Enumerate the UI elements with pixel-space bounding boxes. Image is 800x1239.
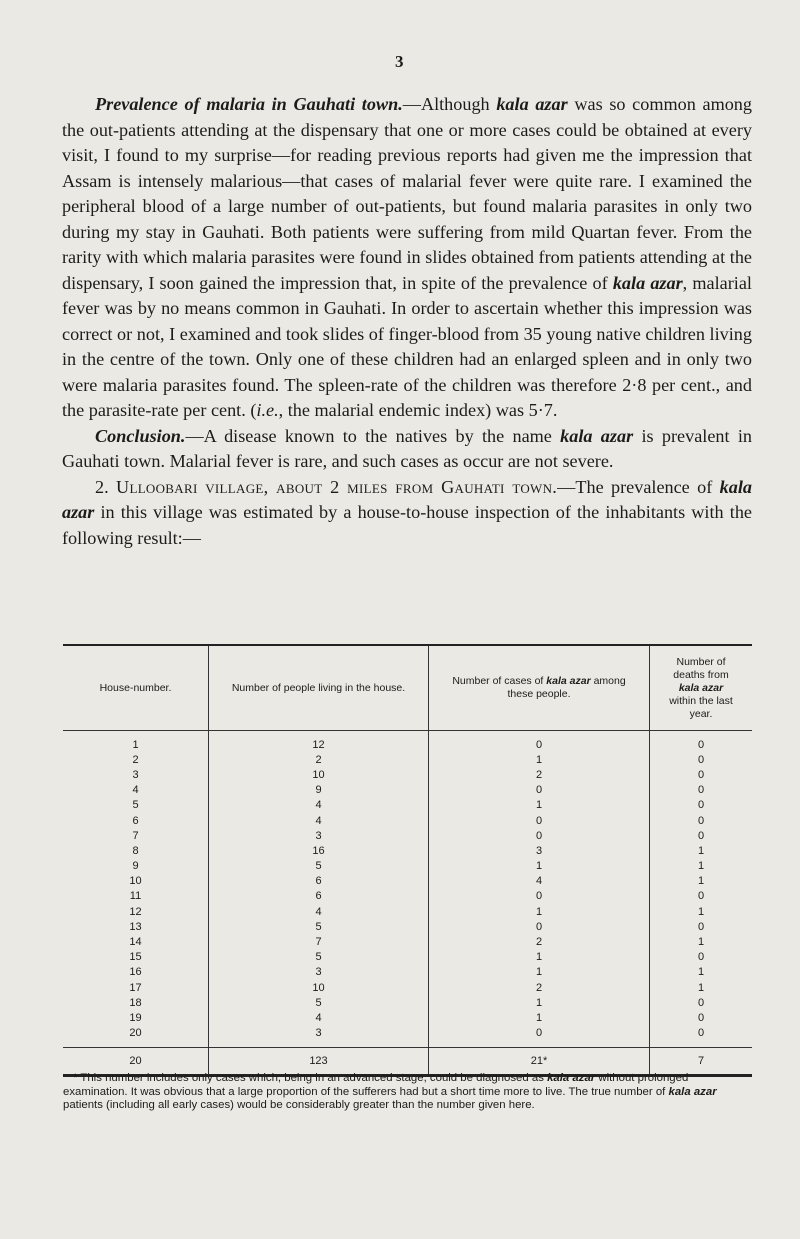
table-row: [63, 950, 752, 965]
table-row: [63, 783, 752, 798]
term-kala-azar: kala azar: [547, 1072, 596, 1084]
text-run: patients (including all early cases) would be considerably greater than the number given here.: [63, 1099, 535, 1112]
table-cell: 0: [650, 919, 753, 934]
table-cell: 1: [429, 859, 650, 874]
table-cell: 3: [429, 843, 650, 858]
table-cell: 1: [429, 904, 650, 919]
text-run: , the malarial endemic index) was 5·7.: [278, 400, 558, 420]
table-cell: 12: [129, 905, 142, 918]
paragraph-prevalence: [62, 92, 752, 424]
table-total-cell: 20: [63, 1047, 209, 1075]
table-cell: 3: [132, 768, 139, 781]
column-header-people: Number of people living in the house.: [209, 645, 429, 731]
table-row: [63, 965, 752, 980]
table-cell: 17: [129, 981, 142, 994]
table-cell: 1: [650, 904, 753, 919]
term-kala-azar: kala azar: [560, 425, 634, 446]
table-cell: 2: [209, 752, 429, 767]
table-cell: 5: [209, 919, 429, 934]
section-heading-ulloobari: Ulloobari village, about 2 miles from Gauhati town.: [116, 476, 558, 497]
table-row: [63, 980, 752, 995]
table-cell: 2: [429, 980, 650, 995]
table-cell: 0: [650, 995, 753, 1010]
table-cell: 0: [429, 919, 650, 934]
table-cell: 18: [129, 996, 142, 1009]
table-cell: 0: [650, 889, 753, 904]
household-table: [63, 644, 752, 1077]
table-row: [63, 767, 752, 782]
table-row: [63, 904, 752, 919]
table-total-cell: 123: [209, 1047, 429, 1075]
table-cell: 1: [429, 1010, 650, 1025]
text-run: —Although: [402, 94, 497, 114]
table-cell: 0: [650, 783, 753, 798]
table-cell: 0: [429, 731, 650, 753]
term-kala-azar: kala azar: [62, 476, 752, 522]
table-cell: 0: [429, 813, 650, 828]
table-cell: 1: [429, 950, 650, 965]
table-row: [63, 1026, 752, 1048]
table-row: [63, 934, 752, 949]
table-cell: 6: [209, 889, 429, 904]
table-cell: 1: [650, 934, 753, 949]
text-run: —A disease known to the natives by the name: [185, 425, 561, 446]
table-total-cell: 7: [650, 1047, 753, 1075]
table-cell: 9: [209, 783, 429, 798]
table-cell: 0: [429, 783, 650, 798]
table-cell: 0: [650, 767, 753, 782]
table-cell: 4: [209, 904, 429, 919]
table-cell: 1: [132, 738, 139, 751]
column-header-cases: Number of cases of kala azar among these people.: [429, 645, 650, 731]
table-row: [63, 874, 752, 889]
term-kala-azar: kala azar: [668, 1085, 717, 1098]
table-cell: 14: [129, 936, 142, 949]
section-heading-conclusion: Conclusion.: [95, 425, 186, 446]
table-cell: 3: [209, 1026, 429, 1048]
table-cell: 0: [650, 731, 753, 753]
section-number: 2.: [95, 476, 117, 497]
table-cell: 9: [132, 860, 139, 873]
table-cell: 15: [129, 951, 142, 964]
table-cell: 1: [650, 980, 753, 995]
table-cell: 10: [209, 980, 429, 995]
table-cell: 10: [129, 875, 142, 888]
heading-part: Prevalence: [95, 94, 178, 114]
table-cell: 1: [650, 859, 753, 874]
table-cell: 13: [129, 920, 142, 933]
table-cell: 6: [209, 874, 429, 889]
table-cell: 1: [429, 995, 650, 1010]
term-kala-azar: kala azar: [496, 94, 568, 114]
table-cell: 7: [132, 829, 139, 842]
table-header-row: [63, 645, 752, 731]
table-cell: 0: [650, 828, 753, 843]
table-cell: 1: [650, 874, 753, 889]
table-cell: 16: [129, 966, 142, 979]
table-cell: 16: [209, 843, 429, 858]
table-row: [63, 995, 752, 1010]
table-row: [63, 919, 752, 934]
table-cell: 0: [429, 889, 650, 904]
column-header-house: House-number.: [63, 645, 209, 731]
table-cell: 1: [650, 843, 753, 858]
table-cell: 1: [429, 965, 650, 980]
table-cell: 1: [429, 752, 650, 767]
table-cell: 0: [650, 1026, 753, 1048]
table-row: [63, 813, 752, 828]
table-cell: 4: [209, 813, 429, 828]
table-cell: 4: [209, 798, 429, 813]
table-cell: 3: [209, 828, 429, 843]
table-total-cell: 21*: [429, 1047, 650, 1075]
table-row: [63, 843, 752, 858]
table-row: [63, 859, 752, 874]
table-cell: 3: [209, 965, 429, 980]
text-run: , malarial fever was by no means common in Gauhati. In order to ascertain whether this impression was correct or not, I examined and took slides of finger-blood from 35 young native children living in the centre of the town. Only one of these children had an enlarged spleen and in only two were malaria parasites found. The spleen-rate of the children was therefore 2·8 per cent., and the parasite-rate per cent. (: [62, 272, 752, 420]
section-heading-prevalence: [95, 94, 403, 114]
table-cell: 10: [209, 767, 429, 782]
text-run: is prevalent in Gauhati town. Malarial fever is rare, and such cases as occur are not severe.: [62, 425, 752, 471]
table-cell: 4: [429, 874, 650, 889]
paragraph-conclusion: [62, 424, 752, 475]
paragraph-ulloobari: [62, 475, 752, 552]
table-cell: 0: [429, 828, 650, 843]
table-row: [63, 752, 752, 767]
heading-part: of: [177, 94, 207, 114]
table-row: [63, 798, 752, 813]
table-cell: 0: [650, 1010, 753, 1025]
table-cell: 19: [129, 1011, 142, 1024]
table-row: [63, 828, 752, 843]
text-ie: i.e.: [256, 400, 279, 420]
table-cell: 4: [132, 784, 139, 797]
page-number: 3: [395, 52, 404, 71]
table-cell: 0: [650, 813, 753, 828]
table-cell: 0: [650, 950, 753, 965]
table-cell: 0: [650, 752, 753, 767]
heading-part: malaria in Gauhati town.: [206, 94, 403, 114]
table-cell: 2: [429, 767, 650, 782]
table-cell: 1: [650, 965, 753, 980]
table-cell: 5: [132, 799, 139, 812]
footnote: [63, 1072, 753, 1113]
table-row: [63, 889, 752, 904]
term-kala-azar: kala azar: [612, 272, 683, 293]
table-cell: 5: [209, 950, 429, 965]
table-cell: 11: [129, 890, 142, 903]
table-cell: 20: [129, 1027, 142, 1040]
text-run: was so common among the out-patients attending at the dispensary that one or more cases could be obtained at every visit, I found to my surprise—for reading previous reports had given me the impression that Assam is intensely malarious—that cases of malarial fever were quite rare. I examined the peripheral blood of a large number of out-patients, but found malaria parasites in only two during my stay in Gauhati. Both patients were suffering from mild Quartan fever. From the rarity with which malaria parasites were found in slides obtained from patients attending at the dispensary, I soon gained the impression that, in spite of the prevalence of: [62, 94, 752, 293]
table-cell: 4: [209, 1010, 429, 1025]
table-cell: 2: [132, 753, 139, 766]
text-run: in this village was estimated by a house-to-house inspection of the inhabitants with the following result:—: [62, 502, 752, 548]
text-run: without prolonged examination. It was obvious that a large proportion of the sufferers had but a short time more to live. The true number of: [63, 1072, 689, 1098]
table-row: [63, 731, 752, 753]
text-run: —The prevalence of: [557, 476, 720, 497]
table-cell: 8: [132, 844, 139, 857]
text-run: * This number includes only cases which, being in an advanced stage, could be diagnosed as: [73, 1072, 548, 1084]
table-cell: 2: [429, 934, 650, 949]
column-header-deaths: Number of deaths from kala azar within the last year.: [650, 645, 753, 731]
table-cell: 0: [429, 1026, 650, 1048]
body-text: [62, 92, 752, 551]
table-cell: 0: [650, 798, 753, 813]
table-cell: 7: [209, 934, 429, 949]
table-cell: 12: [209, 731, 429, 753]
table-cell: 6: [132, 814, 139, 827]
table-cell: 1: [429, 798, 650, 813]
table-row: [63, 1010, 752, 1025]
table-cell: 5: [209, 995, 429, 1010]
table-cell: 5: [209, 859, 429, 874]
table-body: [63, 731, 752, 1076]
